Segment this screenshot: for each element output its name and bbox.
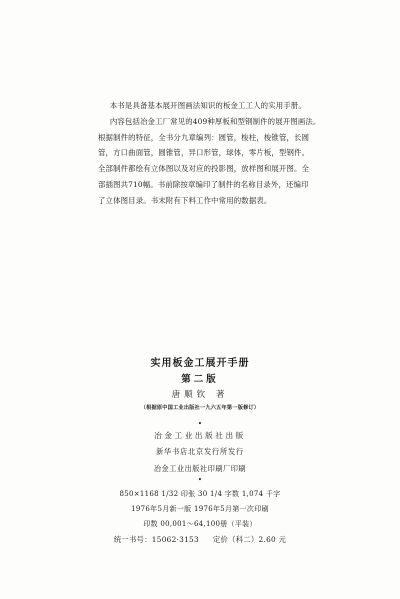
book-number-and-price bbox=[0, 535, 400, 545]
summary-line: 部插图共710幅。书前除按章编印了制件的名称目录外，还编印 bbox=[98, 179, 309, 189]
separator-bullet: • bbox=[197, 476, 203, 484]
book-title: 实用板金工展开手册 bbox=[150, 358, 250, 369]
format-spec: 850×1168 1/32 印张 30 1/4 字数 1,074 千字 bbox=[119, 490, 281, 498]
printer-line: 冶金工业出版社印刷厂印刷 bbox=[153, 464, 247, 473]
distributor-line: 新华书店北京发行所发行 bbox=[156, 447, 244, 456]
edition-spec: 1976年5月新一版 1976年5月第一次印刷 bbox=[131, 505, 269, 513]
book-summary bbox=[98, 98, 330, 209]
price: 定价（科二）2.60 元 bbox=[212, 535, 287, 544]
author-line: 唐顺钦 著 bbox=[171, 390, 229, 400]
summary-line: 根据制件的特征，全书分九章编列：圆管，梭柱，梭锥管，长圆 bbox=[98, 132, 310, 142]
summary-line: 全部制件都绘有立体图以及对应的投影图，放样图和展开图。全 bbox=[98, 164, 310, 174]
book-number: 统一书号：15062·3153 bbox=[113, 535, 199, 544]
publisher-line: 冶金工业出版社出版 bbox=[154, 431, 246, 440]
edition-label: 第二版 bbox=[181, 374, 219, 385]
separator-bullet: • bbox=[197, 420, 203, 428]
summary-line: 了立体图目录。书末附有下料工作中常用的数据表。 bbox=[98, 195, 272, 205]
revision-note: （根据原中国工业出版社一九六五年第一版修订） bbox=[140, 405, 260, 411]
summary-line: 管，方口曲面管，圆锥管，异口形管，球体，零片板，型钢件。 bbox=[98, 148, 310, 158]
summary-line: 内容包括冶金工厂常见的409种厚板和型钢制件的展开图画法。 bbox=[109, 116, 321, 126]
summary-line: 本书是具备基本展开图画法知识的板金工工人的实用手册。 bbox=[109, 101, 306, 110]
print-run: 印数 00,001～64,100册（平装） bbox=[143, 520, 257, 528]
